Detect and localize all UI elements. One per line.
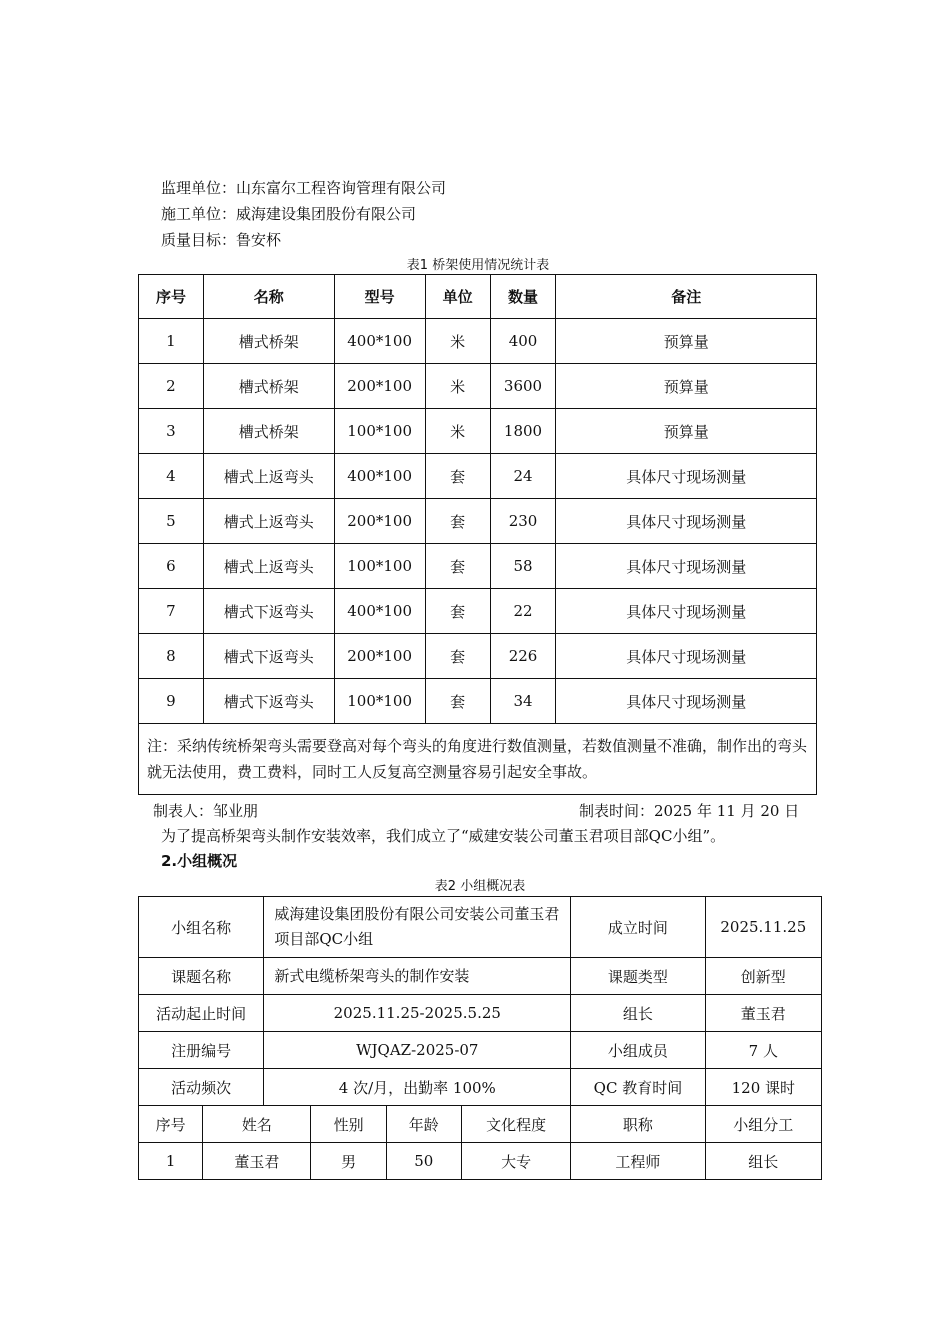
table-row [139, 1032, 822, 1069]
group-name-value: 威海建设集团股份有限公司安装公司董玉君项目部QC小组 [264, 897, 571, 958]
topic-type-value: 创新型 [705, 958, 821, 995]
table-cell: 200*100 [334, 499, 425, 544]
header-cell: 备注 [556, 275, 817, 319]
topic-label: 课题名称 [139, 958, 264, 995]
section-title: 2.小组概况 [161, 852, 238, 870]
table-row [139, 319, 817, 364]
table-cell: 24 [490, 454, 556, 499]
table-cell: 米 [425, 364, 490, 409]
table-header-row [139, 275, 817, 319]
quality-line: 质量目标：鲁安杯 [161, 231, 282, 249]
period-label: 活动起止时间 [139, 995, 264, 1032]
header-cell: 单位 [425, 275, 490, 319]
table1-caption: 表1 桥架使用情况统计表 [406, 258, 550, 273]
table-row [139, 1069, 822, 1106]
table-cell: 400*100 [334, 319, 425, 364]
table-cell: 槽式上返弯头 [203, 454, 334, 499]
member-header-cell: 年龄 [386, 1106, 461, 1143]
table-row [139, 958, 822, 995]
table-cell: 400*100 [334, 454, 425, 499]
table-row [139, 454, 817, 499]
builder-line: 施工单位：威海建设集团股份有限公司 [161, 205, 417, 223]
member-cell: 董玉君 [203, 1143, 311, 1180]
table-cell: 400 [490, 319, 556, 364]
table-cell: 226 [490, 634, 556, 679]
table-cell: 具体尺寸现场测量 [556, 544, 817, 589]
table-cell: 8 [139, 634, 204, 679]
table-cell: 1800 [490, 409, 556, 454]
reg-value: WJQAZ-2025-07 [264, 1032, 571, 1069]
table-cell: 100*100 [334, 409, 425, 454]
member-row [139, 1143, 822, 1180]
topic-type-label: 课题类型 [571, 958, 705, 995]
member-header-cell: 性别 [311, 1106, 386, 1143]
period-value: 2025.11.25-2025.5.25 [264, 995, 571, 1032]
header-cell: 序号 [139, 275, 204, 319]
table-row [139, 679, 817, 724]
member-cell: 大专 [461, 1143, 570, 1180]
founded-label: 成立时间 [571, 897, 705, 958]
table-cell: 套 [425, 499, 490, 544]
reg-label: 注册编号 [139, 1032, 264, 1069]
table-cell: 具体尺寸现场测量 [556, 634, 817, 679]
edu-time-value: 120 课时 [705, 1069, 821, 1106]
member-header-cell: 职称 [571, 1106, 705, 1143]
table-cell: 5 [139, 499, 204, 544]
member-header-cell: 文化程度 [461, 1106, 570, 1143]
table-cell: 槽式下返弯头 [203, 589, 334, 634]
member-header-cell: 序号 [139, 1106, 203, 1143]
table-cell: 预算量 [556, 319, 817, 364]
group-overview-table [138, 896, 822, 1180]
table-cell: 槽式上返弯头 [203, 499, 334, 544]
table-cell: 套 [425, 634, 490, 679]
table-cell: 槽式桥架 [203, 409, 334, 454]
table-row [139, 897, 822, 958]
table1-note: 注：采纳传统桥架弯头需要登高对每个弯头的角度进行数值测量，若数值测量不准确，制作出的弯头就无法使用，费工费料，同时工人反复高空测量容易引起安全事故。 [139, 724, 817, 795]
table-cell: 34 [490, 679, 556, 724]
table-cell: 200*100 [334, 634, 425, 679]
table-cell: 米 [425, 409, 490, 454]
table-cell: 槽式桥架 [203, 319, 334, 364]
member-cell: 组长 [705, 1143, 821, 1180]
freq-value: 4 次/月，出勤率 100% [264, 1069, 571, 1106]
table-cell: 9 [139, 679, 204, 724]
table-row [139, 995, 822, 1032]
member-cell: 工程师 [571, 1143, 705, 1180]
members-label: 小组成员 [571, 1032, 705, 1069]
table-cell: 米 [425, 319, 490, 364]
table-cell: 具体尺寸现场测量 [556, 454, 817, 499]
table-cell: 槽式下返弯头 [203, 679, 334, 724]
member-header-row [139, 1106, 822, 1143]
table-cell: 槽式桥架 [203, 364, 334, 409]
table-cell: 200*100 [334, 364, 425, 409]
table-cell: 100*100 [334, 679, 425, 724]
table-cell: 400*100 [334, 589, 425, 634]
header-cell: 型号 [334, 275, 425, 319]
leader-value: 董玉君 [705, 995, 821, 1032]
intro-paragraph: 为了提高桥架弯头制作安装效率，我们成立了“威建安装公司董玉君项目部QC小组”。 [161, 827, 726, 845]
member-header-cell: 小组分工 [705, 1106, 821, 1143]
maker: 制表人：邹业朋 [153, 802, 259, 820]
table-cell: 6 [139, 544, 204, 589]
table-row [139, 364, 817, 409]
header-cell: 名称 [203, 275, 334, 319]
member-cell: 50 [386, 1143, 461, 1180]
table-row [139, 544, 817, 589]
table-cell: 槽式上返弯头 [203, 544, 334, 589]
member-header-cell: 姓名 [203, 1106, 311, 1143]
table-cell: 套 [425, 679, 490, 724]
table-row [139, 499, 817, 544]
make-time: 制表时间：2025 年 11 月 20 日 [579, 802, 800, 820]
table-cell: 槽式下返弯头 [203, 634, 334, 679]
table-cell: 套 [425, 544, 490, 589]
table-row [139, 409, 817, 454]
table-cell: 4 [139, 454, 204, 499]
bridge-usage-table [138, 274, 817, 795]
table2-caption: 表2 小组概况表 [434, 879, 526, 894]
table-cell: 100*100 [334, 544, 425, 589]
table-cell: 3600 [490, 364, 556, 409]
table-cell: 具体尺寸现场测量 [556, 499, 817, 544]
table-cell: 58 [490, 544, 556, 589]
table-cell: 22 [490, 589, 556, 634]
supervisor-line: 监理单位：山东富尔工程咨询管理有限公司 [161, 179, 447, 197]
table-cell: 1 [139, 319, 204, 364]
members-value: 7 人 [705, 1032, 821, 1069]
table-cell: 7 [139, 589, 204, 634]
founded-value: 2025.11.25 [705, 897, 821, 958]
topic-value: 新式电缆桥架弯头的制作安装 [264, 958, 571, 995]
edu-time-label: QC 教育时间 [571, 1069, 705, 1106]
header-cell: 数量 [490, 275, 556, 319]
table-cell: 2 [139, 364, 204, 409]
table-cell: 3 [139, 409, 204, 454]
table-cell: 具体尺寸现场测量 [556, 589, 817, 634]
member-cell: 1 [139, 1143, 203, 1180]
table-cell: 预算量 [556, 364, 817, 409]
table-cell: 具体尺寸现场测量 [556, 679, 817, 724]
table-cell: 套 [425, 589, 490, 634]
table-row [139, 634, 817, 679]
table-row [139, 589, 817, 634]
note-row [139, 724, 817, 795]
table-cell: 预算量 [556, 409, 817, 454]
group-name-label: 小组名称 [139, 897, 264, 958]
member-cell: 男 [311, 1143, 386, 1180]
freq-label: 活动频次 [139, 1069, 264, 1106]
table-cell: 230 [490, 499, 556, 544]
leader-label: 组长 [571, 995, 705, 1032]
table-cell: 套 [425, 454, 490, 499]
